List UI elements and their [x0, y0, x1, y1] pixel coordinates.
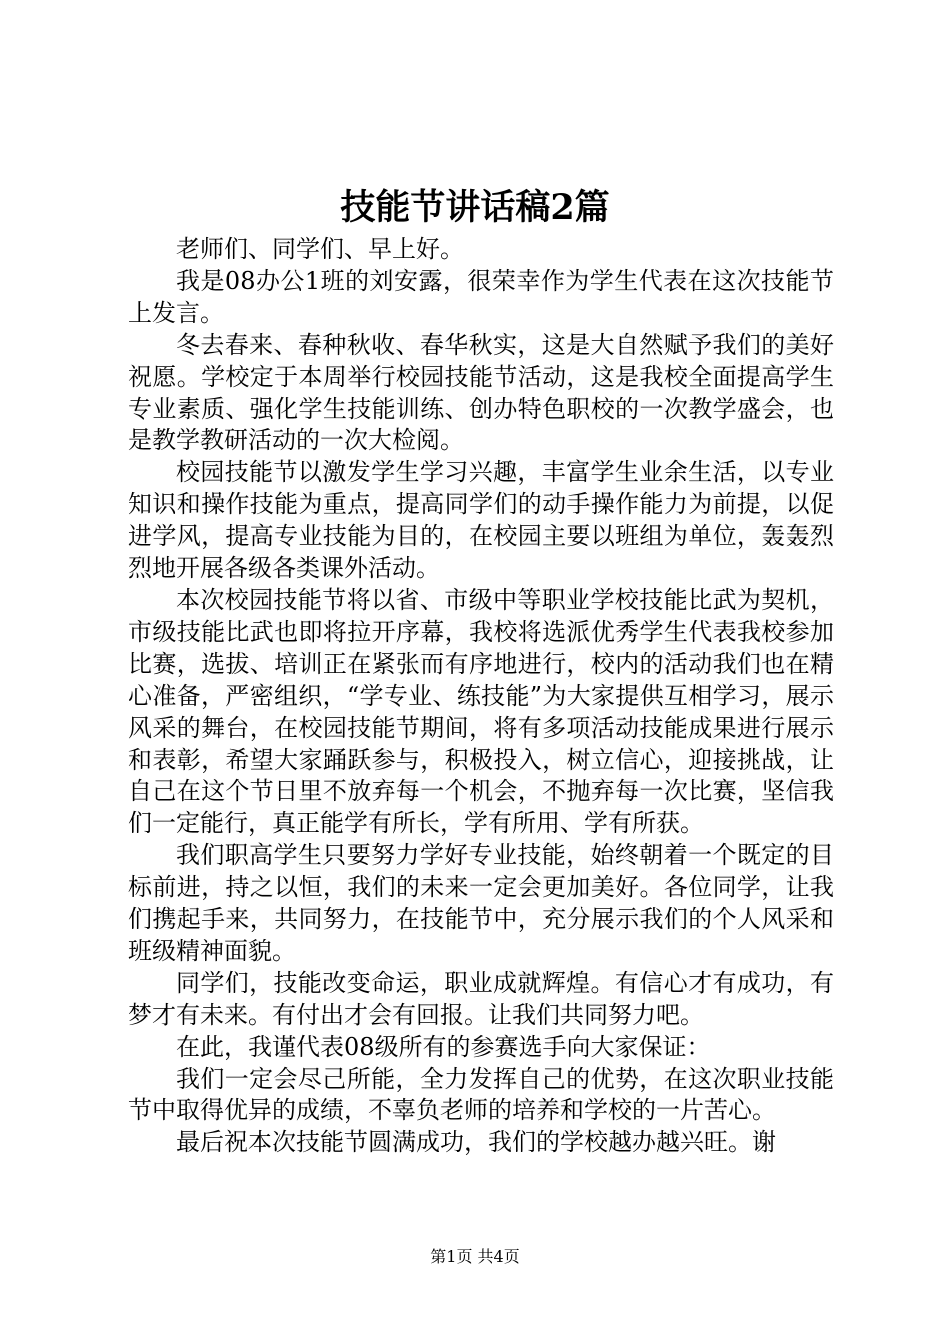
paragraph-future: 我们职高学生只要努力学好专业技能，始终朝着一个既定的目标前进，持之以恒，我们的未来一定会更加美好。各位同学，让我们携起手来，共同努力，在技能节中，充分展示我们的个人风采和班级精神面貌。 [128, 841, 834, 965]
paragraph-greeting: 老师们、同学们、早上好。 [176, 235, 464, 263]
paragraph-call-to-action: 同学们，技能改变命运，职业成就辉煌。有信心才有成功，有梦才有未来。有付出才会有回报。让我们共同努力吧。 [128, 968, 834, 1029]
paragraph-introduction: 我是08办公1班的刘安露，很荣幸作为学生代表在这次技能节上发言。 [128, 266, 834, 327]
page-number-footer: 第1页 共4页 [430, 1247, 520, 1266]
document-title: 技能节讲话稿2篇 [340, 187, 610, 228]
paragraph-competition: 本次校园技能节将以省、市级中等职业学校技能比武为契机，市级技能比武也即将拉开序幕，我校将选派优秀学生代表我校参加比赛，选拔、培训正在紧张而有序地进行，校内的活动我们也在精心准备，严密组织，“学专业、练技能”为大家提供互相学习，展示风采的舞台，在校园技能节期间，将有多项活动技能成果进行展示和表彰，希望大家踊跃参与，积极投入，树立信心，迎接挑战，让自己在这个节日里不放弃每一个机会，不抛弃每一次比赛，坚信我们一定能行，真正能学有所长，学有所用、学有所获。 [128, 585, 834, 838]
paragraph-festival-purpose: 校园技能节以激发学生学习兴趣，丰富学生业余生活，以专业知识和操作技能为重点，提高同学们的动手操作能力为前提，以促进学风，提高专业技能为目的，在校园主要以班组为单位，轰轰烈烈地开展各级各类课外活动。 [128, 458, 834, 583]
paragraph-pledge: 我们一定会尽己所能，全力发挥自己的优势，在这次职业技能节中取得优异的成绩，不辜负老师的培养和学校的一片苦心。 [128, 1064, 834, 1125]
document-body [128, 234, 834, 1159]
paragraph-closing: 最后祝本次技能节圆满成功，我们的学校越办越兴旺。谢 [176, 1128, 776, 1157]
paragraph-spring: 冬去春来、春种秋收、春华秋实，这是大自然赋予我们的美好祝愿。学校定于本周举行校园技能节活动，这是我校全面提高学生专业素质、强化学生技能训练、创办特色职校的一次教学盛会，也是教学教研活动的一次大检阅。 [128, 330, 834, 455]
paragraph-pledge-intro: 在此，我谨代表08级所有的参赛选手向大家保证： [176, 1032, 711, 1061]
